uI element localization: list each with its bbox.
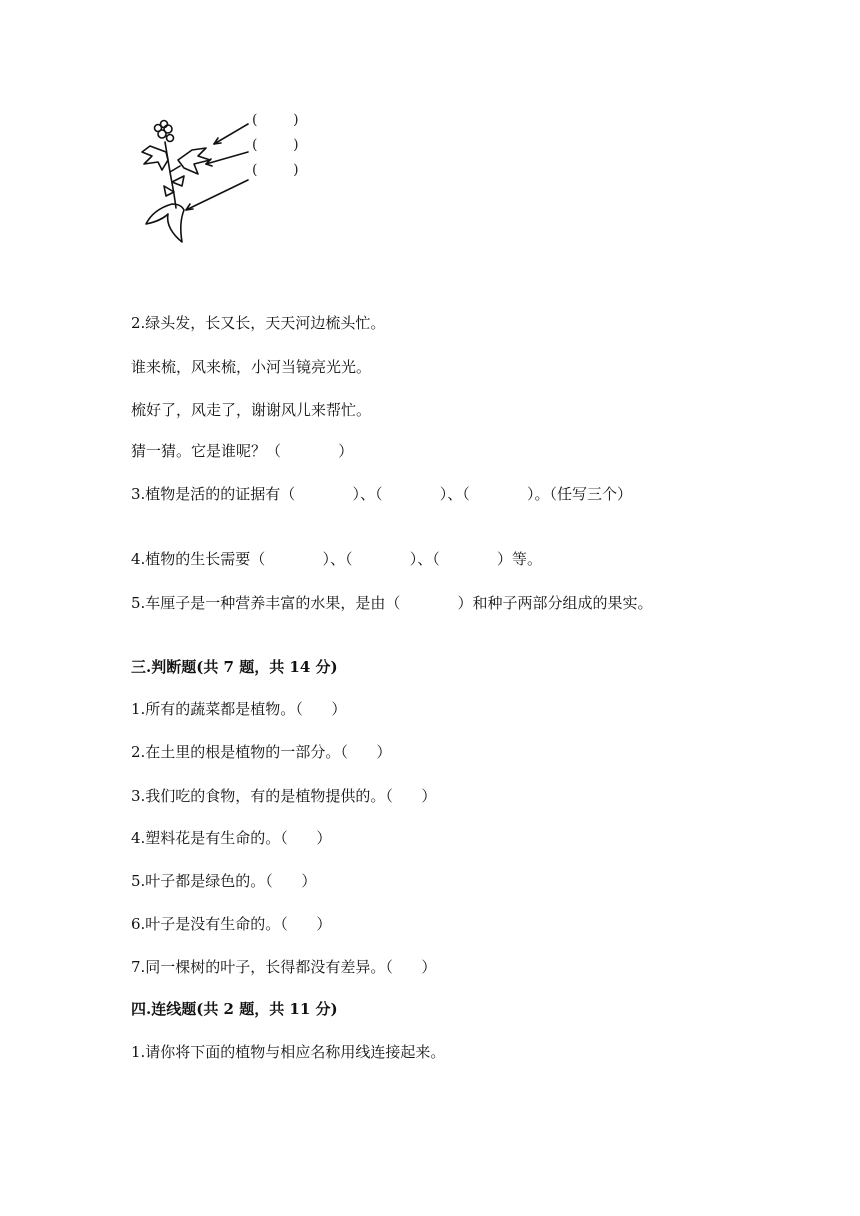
q3-text: 3.植物是活的的证据有（ ）、（ ）、（ ）。（任写三个）: [131, 485, 632, 503]
judge-heading: 三.判断题(共 7 题，共 14 分): [131, 658, 338, 676]
figure-blank-3[interactable]: ( ): [252, 162, 299, 178]
judge-item-2: 2.在土里的根是植物的一部分。（ ）: [131, 743, 392, 761]
judge-item-5: 5.叶子都是绿色的。（ ）: [131, 872, 317, 890]
match-heading: 四.连线题(共 2 题，共 11 分): [131, 1000, 338, 1018]
figure-blank-2[interactable]: ( ): [252, 137, 299, 153]
q2-line-4: 猜一猜。它是谁呢？（ ）: [131, 442, 354, 460]
q4-text: 4.植物的生长需要（ ）、（ ）、（ ）等。: [131, 550, 542, 568]
q2-line-2: 谁来梳，风来梳，小河当镜亮光光。: [131, 358, 372, 376]
judge-item-3: 3.我们吃的食物，有的是植物提供的。（ ）: [131, 787, 437, 805]
q5-text: 5.车厘子是一种营养丰富的水果，是由（ ）和种子两部分组成的果实。: [131, 594, 653, 612]
q2-line-3: 梳好了，风走了，谢谢风儿来帮忙。: [131, 401, 372, 419]
figure-blank-1[interactable]: ( ): [252, 112, 299, 128]
judge-item-4: 4.塑料花是有生命的。（ ）: [131, 829, 332, 847]
judge-item-7: 7.同一棵树的叶子，长得都没有差异。（ ）: [131, 958, 437, 976]
plant-diagram: [128, 112, 348, 252]
judge-item-6: 6.叶子是没有生命的。（ ）: [131, 915, 332, 933]
judge-item-1: 1.所有的蔬菜都是植物。（ ）: [131, 700, 347, 718]
q2-line-1: 2.绿头发，长又长，天天河边梳头忙。: [131, 314, 386, 332]
match-q1: 1.请你将下面的植物与相应名称用线连接起来。: [131, 1043, 446, 1061]
